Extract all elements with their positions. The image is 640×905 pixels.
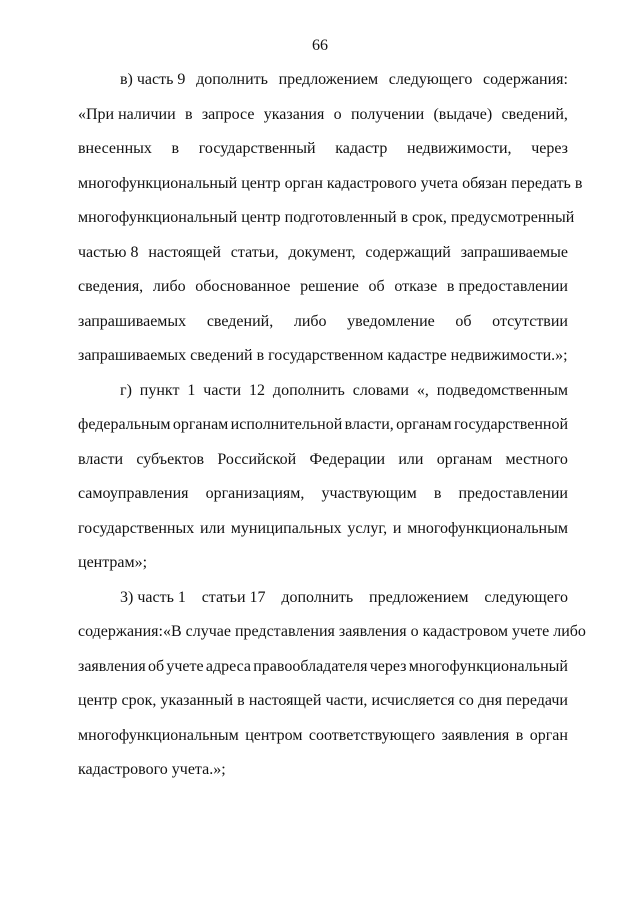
word: учете [166, 657, 204, 675]
text-line [78, 657, 568, 692]
word: запрашиваемые [460, 243, 568, 261]
word: Российской [217, 450, 297, 468]
word: центр [78, 692, 118, 709]
word: следующего [388, 71, 473, 88]
text-line [78, 450, 568, 485]
paragraph [78, 381, 568, 588]
word: внесенных [78, 140, 152, 157]
word: Федерации [309, 450, 386, 468]
word: предложением [369, 588, 469, 606]
word: через [531, 140, 568, 157]
word: сведений, [501, 105, 568, 123]
text-line [78, 588, 568, 623]
word: решение [300, 278, 359, 295]
word: пункт [139, 381, 180, 399]
text-line [78, 691, 568, 726]
word: в) часть 9 [120, 71, 186, 88]
word: местного [505, 450, 568, 468]
word: «В случае представления заявления о кадастровом учете либо [162, 623, 586, 640]
word: «При наличии [78, 105, 176, 123]
word: органам [396, 416, 452, 433]
word: многофункциональным [78, 726, 239, 744]
word: отсутствии [492, 312, 568, 330]
word: настоящей [148, 243, 221, 261]
word: со [458, 692, 474, 709]
word: либо [293, 312, 327, 330]
word: части, [325, 692, 368, 709]
word: сведения, [78, 278, 144, 295]
word: адреса [205, 657, 251, 675]
text-line [78, 70, 568, 105]
word: государственной [453, 416, 568, 433]
text-line [78, 105, 568, 140]
word: г) [120, 381, 132, 399]
word: срок, [121, 692, 157, 709]
word: об [368, 278, 385, 295]
word: 3) часть 1 [120, 588, 186, 606]
word: в [433, 485, 442, 502]
word: в [184, 105, 193, 123]
word: орган [529, 726, 568, 744]
word: правообладателя [253, 657, 368, 675]
text-line [78, 243, 568, 278]
word: запрашиваемых сведений в государственном кадастре недвижимости.»; [78, 347, 568, 364]
word: части [203, 381, 242, 399]
word: соответствующего [308, 726, 436, 744]
word: дня [478, 692, 503, 709]
text-line [78, 760, 568, 795]
word: обоснованное [195, 278, 291, 295]
word: в [237, 692, 245, 709]
text-line [78, 208, 575, 243]
word: государственных [78, 519, 195, 537]
word: об [147, 657, 165, 675]
text-line [78, 139, 568, 174]
text-line [78, 277, 568, 312]
word: указания [263, 105, 325, 123]
word: кадастрового учета.»; [78, 761, 226, 778]
text-line [78, 622, 586, 657]
word: или [398, 450, 424, 468]
word: многофункциональный центр подготовленный в срок, предусмотренный [78, 209, 575, 226]
word: услуг, [347, 519, 388, 537]
word: центрам»; [78, 554, 148, 571]
word: исполнительной [230, 416, 343, 433]
text-line [78, 174, 583, 209]
word: содержания: [78, 623, 163, 640]
word: предложением [278, 71, 379, 88]
word: передачи [506, 692, 568, 709]
word: дополнить [272, 381, 345, 399]
word: муниципальных [230, 519, 342, 537]
word: отказе [394, 278, 438, 295]
word: или [199, 519, 226, 537]
word: следующего [484, 588, 568, 606]
word: статьи, [230, 243, 279, 261]
paragraph [78, 588, 586, 795]
paragraph [78, 70, 583, 381]
word: центром [245, 726, 303, 744]
word: об [455, 312, 472, 330]
word: власти, [344, 416, 394, 433]
word: документ, [288, 243, 356, 261]
word: участвующим [321, 485, 417, 502]
word: в [171, 140, 180, 157]
word: 12 [249, 381, 266, 399]
word: о [333, 105, 342, 123]
word: многофункциональным [407, 519, 568, 537]
word: подведомственным [436, 381, 568, 399]
word: 1 [187, 381, 196, 399]
word: дополнить [196, 71, 268, 88]
text-line [78, 484, 568, 519]
word: сведений, [206, 312, 274, 330]
text-line [78, 346, 568, 381]
text-line [78, 553, 568, 588]
word: настоящей [248, 692, 322, 709]
word: предоставлении [458, 485, 568, 502]
text-line [78, 726, 568, 761]
text-line [78, 519, 568, 554]
word: запросе [201, 105, 255, 123]
word: исчисляется [371, 692, 455, 709]
word: власти [78, 450, 124, 468]
page-number: 66 [312, 37, 328, 54]
word: федеральным [78, 416, 171, 433]
text-line [78, 312, 568, 347]
word: государственный [198, 140, 316, 157]
word: организациям, [205, 485, 305, 502]
word: органам [436, 450, 493, 468]
word: дополнить [281, 588, 354, 606]
word: недвижимости, [407, 140, 512, 157]
word: многофункциональный [408, 657, 568, 675]
word: (выдаче) [433, 105, 493, 123]
word: словами [352, 381, 409, 399]
document-body [78, 70, 586, 795]
word: органам [172, 416, 229, 433]
word: в [515, 726, 524, 744]
word: кадастр [335, 140, 388, 157]
word: «, [416, 381, 429, 399]
word: указанный [160, 692, 234, 709]
word: и [392, 519, 402, 537]
word: субъектов [136, 450, 205, 468]
text-line [78, 415, 568, 450]
word: запрашиваемых [78, 312, 187, 330]
word: заявления [78, 657, 146, 675]
word: получении [350, 105, 425, 123]
word: содержания: [483, 71, 568, 88]
word: через [369, 657, 407, 675]
word: уведомление [347, 312, 435, 330]
word: либо [152, 278, 186, 295]
word: самоуправления [78, 485, 189, 502]
word: заявления [441, 726, 510, 744]
word: статьи 17 [201, 588, 266, 606]
word: в предоставлении [446, 278, 568, 295]
word: частью 8 [78, 243, 139, 261]
word: многофункциональный центр орган кадастрового учета обязан передать в [78, 174, 583, 192]
text-line [78, 381, 568, 416]
word: содержащий [365, 243, 451, 261]
